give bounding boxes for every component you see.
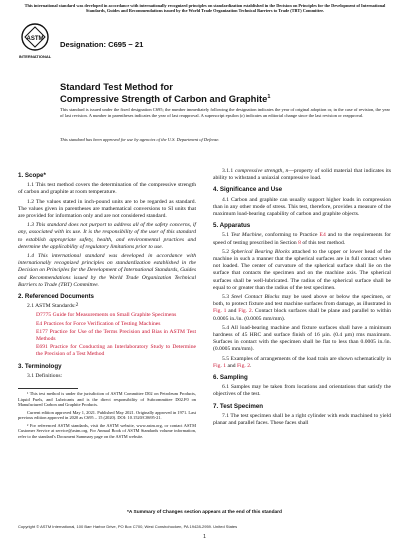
left-column bbox=[18, 168, 196, 441]
title-footnote-mark[interactable]: 1 bbox=[267, 93, 271, 100]
summary-of-changes-note: *A Summary of Changes section appears at the end of this standard bbox=[127, 510, 282, 515]
section-5-heading: 5. Apparatus bbox=[213, 222, 251, 230]
para-5-5: 5.5 Examples of arrangements of the load train are shown schematically in Fig. 1 and Fig. 2. bbox=[213, 355, 391, 369]
para-3-1: 3.1 Definitions: bbox=[27, 372, 63, 379]
reference-item: E4 Practices for Force Verification of Testing Machines bbox=[36, 320, 161, 327]
para-3-1-1: 3.1.1 compressive strength, n—property of solid material that indicates its ability to withstand a uniaxial compressive load. bbox=[213, 168, 392, 182]
section-7-heading: 7. Test Specimen bbox=[213, 402, 264, 410]
para-5-2: 5.2 Spherical Bearing Blocks attached to the upper or lower head of the machine in such a manner that the spherical surfaces are in full contact when not loaded. The center of curvature of the spherical surface shall lie on the surface that contacts the specimen and on the machine axis. The spherical surfaces shall be well-lubricated. The radius of the spherical surface shall be equal to or greater than the radius of the test specimen. bbox=[213, 248, 392, 291]
reference-list bbox=[18, 312, 196, 358]
title-line-1: Standard Test Method for bbox=[60, 81, 173, 92]
section-1-heading: 1. Scope* bbox=[18, 172, 46, 179]
astm-logo bbox=[18, 22, 52, 62]
reference-item: E691 Practice for Conducting an Interlaboratory Study to Determine the Precision of a Test Method bbox=[36, 344, 196, 358]
para-1-3: 1.3 This standard does not purport to address all of the safety concerns, if any, associated with its use. It is the responsibility of the user of this standard to establish appropriate safety, health, and environmental practices and determine the applicability of regulatory limitations prior to use. bbox=[18, 222, 196, 250]
para-2-1: 2.1 ASTM Standards:2 bbox=[27, 302, 79, 310]
reference-item: E177 Practice for Use of the Terms Precision and Bias in ASTM Test Methods bbox=[36, 328, 196, 343]
para-4-1: 4.1 Carbon and graphite can usually support higher loads in compression than in any other mode of stress. This test, therefore, provides a measure of the maximum load-bearing capability of carbon and graphite objects. bbox=[213, 196, 391, 218]
page-number: 1 bbox=[203, 534, 206, 540]
para-1-1: 1.1 This test method covers the determination of the compressive strength of carbon and graphite at room temperature. bbox=[18, 182, 196, 196]
designation: Designation: C695 − 21 bbox=[60, 40, 144, 49]
logo-caption: INTERNATIONAL bbox=[18, 54, 52, 59]
section-3-heading: 3. Terminology bbox=[18, 362, 62, 370]
dod-approval: This standard has been approved for use by agencies of the U.S. Department of Defense. bbox=[60, 137, 220, 142]
para-1-4: 1.4 This international standard was developed in accordance with internationally recognized principles on standardization established in the Decision on Principles for the Development of International Standards, Guides and Recommendations issued by the World Trade Organization Technical Barriers to Trade (TBT) Committee. bbox=[18, 253, 196, 288]
para-5-1: 5.1 Test Machine, conforming to Practice E4 and to the requirements for speed of testing prescribed in Section 8 of this test method. bbox=[213, 232, 391, 246]
right-column bbox=[213, 168, 391, 429]
footnote-divider bbox=[18, 388, 78, 389]
para-6-1: 6.1 Samples may be taken from locations and orientations that satisfy the objectives of the test. bbox=[213, 384, 391, 398]
copyright-line: Copyright © ASTM International, 100 Barr Harbor Drive, PO Box C700, West Conshohocken, PA 19428-2959. United States bbox=[18, 524, 238, 529]
para-5-4: 5.4 All load-bearing machine and fixture surfaces shall have a minimum hardness of 45 HRC and surface finish of 16 µin. (0.4 µm) rms maximum. Surfaces in contact with the specimen shall be flat to less than 0.0005 in./in. (0.0005 mm/mm). bbox=[213, 324, 391, 353]
reference-link[interactable]: D7775 bbox=[36, 312, 52, 319]
link-e4[interactable]: E4 bbox=[319, 232, 326, 239]
section-4-heading: 4. Significance and Use bbox=[213, 186, 283, 194]
reference-link[interactable]: E177 bbox=[36, 328, 48, 335]
link-fig-2[interactable]: Fig. 2 bbox=[238, 308, 252, 315]
footnote-mark-2[interactable]: 2 bbox=[75, 302, 79, 309]
svg-text:ASTM: ASTM bbox=[26, 36, 44, 42]
link-section-8[interactable]: 8 bbox=[298, 239, 301, 246]
footnote-2: ² For referenced ASTM standards, visit the ASTM website, www.astm.org, or contact ASTM Customer Service at service@astm.org. For Annual Book of ASTM Standards volume information, refer to the standard's Document Summary page on the ASTM website. bbox=[18, 422, 196, 439]
footnote-1: ¹ This test method is under the jurisdiction of ASTM Committee D02 on Petroleum Products, Liquid Fuels, and Lubricants and is the direct responsibility of Subcommittee D02.F0 on Manufactured Carbon and Graphite Products. bbox=[18, 391, 196, 408]
link-fig-1[interactable]: Fig. 1 bbox=[213, 308, 227, 315]
para-7-1: 7.1 The test specimen shall be a right cylinder with ends machined to yield planar and parallel faces. These faces shall bbox=[213, 412, 391, 427]
para-1-2: 1.2 The values stated in inch-pound units are to be regarded as standard. The values given in parentheses are mathematical conversions to SI units that are provided for information only and are not considered standard. bbox=[18, 198, 196, 220]
document-title bbox=[60, 81, 360, 104]
reference-link[interactable]: E4 bbox=[36, 320, 43, 327]
section-6-heading: 6. Sampling bbox=[213, 374, 248, 382]
footnote-1-edition: Current edition approved May 1, 2021. Published May 2021. Originally approved in 1971. Last previous edition approved in 2020 as C695 – 15 (2020). DOI: 10.1520/C0695-21. bbox=[18, 409, 196, 421]
para-5-3: 5.3 Steel Contact Blocks may be used above or below the specimen, or both, to protect fixture and test machine surfaces from damage, as illustrated in Fig. 1 and Fig. 2. Contact block surfaces shall be plane and parallel to within 0.0005 in./in. (0.0005 mm/mm). bbox=[213, 294, 392, 322]
wto-notice: This international standard was developed in accordance with internationally recognized principles on standardization established in the Decision on Principles for the Development of International Standards, Guides and Recommendations issued by the World Trade Organization Technical Barriers to Trade (TBT) Committee. bbox=[24, 3, 386, 14]
title-line-2: Compressive Strength of Carbon and Graphite$^1$ bbox=[60, 92, 271, 104]
section-2-heading: 2. Referenced Documents bbox=[18, 293, 94, 301]
reference-item: D7775 Guide for Measurements on Small Graphite Specimens bbox=[36, 312, 177, 319]
reference-link[interactable]: E691 bbox=[36, 344, 48, 351]
link-fig-2[interactable]: Fig. 2 bbox=[236, 362, 250, 369]
link-fig-1[interactable]: Fig. 1 bbox=[213, 362, 227, 369]
preamble: This standard is issued under the fixed designation C695; the number immediately following the designation indicates the year of original adoption or, in the case of revision, the year of last revision. A number in parentheses indicates the year of last reapproval. A superscript epsilon (ε) indicates an editorial change since the last revision or reapproval. bbox=[60, 107, 390, 118]
